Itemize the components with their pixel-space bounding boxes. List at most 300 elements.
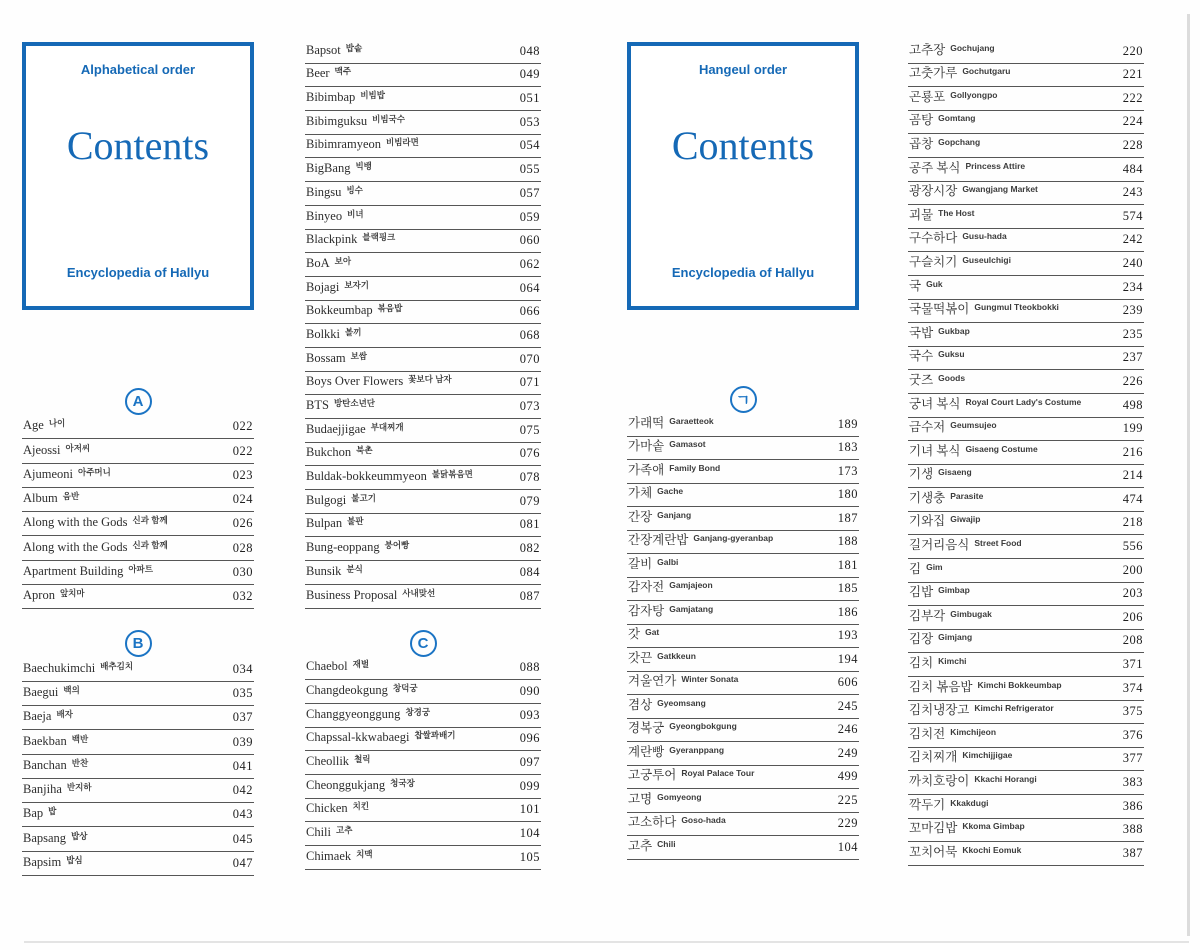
page-number: 216 [1122,444,1143,459]
page-number: 032 [232,589,253,604]
entry-title: Baechukimchi 배추김치 [23,660,134,675]
page-number: 218 [1122,515,1143,530]
page-number: 081 [519,517,540,532]
entry-title: Buldak-bokkeummyeon 불닭볶음면 [306,469,473,484]
toc-row [22,803,254,827]
entry-subtitle: 아파트 [128,564,153,575]
entry-subtitle: Winter Sonata [681,674,739,684]
entry-subtitle: Gatkkeun [657,650,696,661]
entry-title: BoA 보아 [306,255,352,270]
entry-title: 기와집 Giwajip [909,514,981,529]
toc-row [627,437,859,461]
page-number: 062 [519,256,540,271]
page-number: 090 [519,683,540,698]
toc-row [305,657,541,681]
toc-row [908,370,1144,394]
entry-subtitle: 고추 [336,825,353,835]
toc-row [627,601,859,625]
entry-subtitle: Chili [657,838,676,849]
toc-row [22,730,254,754]
toc-row [627,413,859,437]
entry-title: 국물떡볶이 Gungmul Tteokbokki [909,302,1059,317]
page-number: 556 [1122,539,1143,554]
entry-subtitle: Street Food [974,538,1022,549]
entry-title: Apartment Building 아파트 [23,564,153,579]
page-number: 234 [1122,279,1143,294]
entry-title: Bukchon 북촌 [306,445,373,460]
page-number: 024 [232,492,253,507]
entry-title: Banchan 반찬 [23,757,89,772]
entry-title: Baekban 백반 [23,733,89,748]
entry-subtitle: 밥솥 [345,42,363,53]
entry-subtitle: 사내맞선 [402,587,436,598]
toc-row [305,490,541,514]
page-number: 022 [232,419,253,434]
toc-row [305,822,541,846]
toc-row [305,704,541,728]
entry-subtitle: 재벌 [352,659,370,670]
entry-title: 김치냉장고 Kimchi Refrigerator [909,703,1054,718]
entry-subtitle: Gollyongpo [950,89,998,100]
page-number: 237 [1122,350,1143,365]
page-number: 383 [1122,775,1143,789]
toc-list-b-continued [305,40,541,609]
entry-title: Banjiha 반지하 [23,782,92,797]
page-number: 203 [1122,586,1143,601]
toc-row [908,795,1144,819]
page-number: 242 [1122,232,1143,247]
page-number: 104 [519,826,540,840]
toc-row [305,728,541,752]
entry-title: 곰탕 Gomtang [909,113,976,128]
toc-row [22,512,254,536]
toc-row [305,395,541,419]
entry-subtitle: 비빔라면 [386,137,419,148]
toc-row [908,771,1144,795]
toc-row [305,680,541,704]
toc-row [305,585,541,609]
page-number: 042 [232,783,253,798]
entry-title: 곱창 Gopchang [909,136,981,151]
entry-subtitle: 붕어빵 [384,540,410,551]
entry-title: Ajeossi 아저씨 [23,442,91,457]
page-number: 079 [519,493,540,508]
contents-box-hangeul [627,42,859,310]
entry-subtitle: Garaetteok [669,415,714,426]
entry-subtitle: Geumsujeo [950,420,997,431]
page-number: 087 [519,588,540,603]
toc-list-giyeok-continued [908,40,1144,866]
entry-subtitle: 방탄소년단 [333,398,375,408]
page-number: 208 [1122,633,1143,648]
toc-row [305,443,541,467]
page-number: 187 [837,510,858,525]
toc-row [305,372,541,396]
entry-subtitle: 분식 [346,563,363,574]
entry-subtitle: Gyeomsang [657,697,706,708]
entry-subtitle: Gomtang [938,113,976,124]
entry-subtitle: Princess Attire [965,160,1026,171]
entry-subtitle: Kkakdugi [950,797,989,808]
page-number: 188 [837,534,858,548]
page-number: 200 [1122,562,1143,577]
entry-title: 가마솥 Gamasot [628,439,706,453]
page-number: 243 [1122,185,1143,200]
entry-subtitle: Gyeranppang [669,744,725,755]
page-number: 066 [519,304,540,319]
page-number: 099 [519,778,540,793]
entry-title: 고궁투어 Royal Palace Tour [628,768,755,782]
toc-row [908,488,1144,512]
entry-title: 국수 Guksu [909,349,965,364]
entry-subtitle: Gimbap [938,585,970,596]
page-number: 049 [519,67,540,82]
page-number: 193 [837,628,858,642]
entry-subtitle: 밥상 [71,830,88,841]
page-number: 183 [837,440,858,454]
contents-title: Contents [671,123,815,168]
toc-row [908,630,1144,654]
entry-title: 기생충 Parasite [909,490,984,505]
page-number: 498 [1122,397,1143,412]
toc-row [627,531,859,555]
page-number: 039 [232,734,253,749]
entry-subtitle: 창덕궁 [392,682,418,693]
entry-subtitle: 아저씨 [65,442,91,453]
toc-row [908,394,1144,418]
page-number: 068 [519,327,540,342]
toc-row [908,276,1144,300]
page-number: 104 [837,839,858,854]
entry-title: 김부각 Gimbugak [909,608,992,623]
contents-title: Contents [66,123,210,168]
toc-row [22,657,254,681]
page-number: 055 [519,162,540,177]
entry-subtitle: Kkachi Horangi [974,774,1037,784]
entry-title: BigBang 빅뱅 [306,161,372,176]
page-number: 185 [837,581,858,595]
entry-subtitle: Royal Court Lady's Costume [965,396,1082,407]
toc-row [305,466,541,490]
toc-row [908,158,1144,182]
entry-subtitle: 나이 [48,418,66,429]
toc-row [22,536,254,560]
column-hangeul-2 [908,0,1144,866]
entry-title: Bibimramyeon 비빔라면 [306,137,419,152]
entry-subtitle: Gomyeong [657,791,702,802]
entry-title: Binyeo 비녀 [306,208,364,223]
toc-row [305,206,541,230]
entry-title: 기생 Gisaeng [909,467,972,482]
entry-subtitle: Gochutgaru [962,66,1011,77]
toc-row [908,465,1144,489]
entry-title: Chili 고추 [306,825,353,839]
entry-subtitle: Goods [938,372,966,383]
entry-subtitle: 보자기 [344,279,369,290]
page-number: 484 [1122,161,1143,176]
toc-row [908,724,1144,748]
entry-subtitle: 찹쌀꽈배기 [414,730,456,741]
toc-row [627,507,859,531]
entry-title: Business Proposal 사내맞선 [306,587,436,602]
toc-row [305,514,541,538]
order-label: Alphabetical order [80,62,196,77]
entry-subtitle: 치킨 [352,801,370,812]
entry-title: 까치호랑이 Kkachi Horangi [909,774,1037,788]
toc-row [305,111,541,135]
page-number: 028 [232,540,253,555]
entry-subtitle: Kimchijeon [950,726,997,737]
page-number: 030 [232,565,253,580]
toc-row [22,464,254,488]
page-number: 101 [519,802,540,817]
toc-row [908,842,1144,866]
entry-title: 굿즈 Goods [909,372,966,387]
page-number: 387 [1122,845,1143,860]
page-number: 035 [232,685,253,700]
page-number: 105 [519,849,540,864]
page-number: 059 [519,209,540,224]
entry-title: Cheonggukjang 청국장 [306,777,415,792]
section-marker-giyeok: ㄱ [730,386,757,413]
toc-row [908,819,1144,843]
entry-subtitle: Gyeongbokgung [669,721,737,731]
entry-subtitle: Ganjang [657,509,692,520]
entry-title: 김치전 Kimchijeon [909,726,997,741]
toc-row [22,585,254,609]
entry-subtitle: 신과 함께 [132,539,168,550]
toc-row [22,852,254,876]
toc-row [305,277,541,301]
entry-subtitle: 볶음밥 [377,303,403,314]
entry-title: 김밥 Gimbap [909,585,970,600]
page-number: 374 [1122,680,1143,695]
entry-subtitle: 비빔국수 [372,113,405,124]
page-number: 180 [837,487,858,501]
page-number: 371 [1122,657,1143,672]
page-number: 045 [232,831,253,846]
entry-title: Changgyeonggung 창경궁 [306,706,431,721]
column-alpha-2 [305,0,541,870]
entry-subtitle: 꽃보다 남자 [408,374,452,385]
entry-title: 광장시장 Gwangjang Market [909,184,1038,199]
page-number: 239 [1122,303,1143,318]
entry-subtitle: 비빔밥 [360,90,385,101]
entry-subtitle: 맥주 [334,66,352,77]
entry-subtitle: Parasite [950,490,984,501]
toc-row [908,40,1144,64]
toc-row [908,701,1144,725]
entry-title: Chimaek 치맥 [306,848,373,863]
entry-subtitle: Giwajip [950,514,981,525]
entry-subtitle: Gisaeng Costume [965,443,1038,454]
page-number: 075 [519,422,540,437]
entry-title: 김치찌개 Kimchijjigae [909,750,1013,765]
entry-subtitle: 부대찌개 [370,421,404,432]
page-number: 377 [1122,751,1143,766]
toc-row [908,583,1144,607]
page-number: 181 [837,557,858,572]
page-number: 222 [1122,90,1143,105]
page-number: 228 [1122,137,1143,152]
entry-title: Bojagi 보자기 [306,279,369,294]
entry-title: 곤룡포 Gollyongpo [909,89,998,104]
entry-title: Chaebol 재벌 [306,659,370,674]
entry-subtitle: 불판 [347,516,364,527]
toc-row [908,64,1144,88]
toc-row [305,301,541,325]
entry-title: 가체 Gache [628,486,684,500]
entry-subtitle: 창경궁 [405,706,431,717]
entry-subtitle: Goso-hada [681,815,726,825]
page-number: 574 [1122,208,1143,223]
page-number: 047 [232,856,253,871]
page-number: 199 [1122,421,1143,436]
entry-subtitle: Guk [926,278,943,289]
entry-subtitle: Gamjajeon [669,580,713,590]
toc-row [305,87,541,111]
entry-subtitle: 볼끼 [345,326,362,337]
entry-title: 구슬치기 Guseulchigi [909,254,1011,269]
page-number: 235 [1122,326,1143,341]
page-number: 606 [837,675,858,689]
entry-subtitle: Gimjang [938,632,973,643]
entry-title: 구수하다 Gusu-hada [909,231,1007,246]
entry-subtitle: Gopchang [938,136,981,147]
toc-row [908,323,1144,347]
toc-row [22,706,254,730]
entry-title: Bulgogi 불고기 [306,492,376,507]
entry-title: 고추장 Gochujang [909,42,995,57]
entry-title: 길거리음식 Street Food [909,538,1022,553]
page-number: 376 [1122,727,1143,742]
entry-subtitle: Royal Palace Tour [681,768,755,778]
toc-row [627,648,859,672]
entry-title: Budaejjigae 부대찌개 [306,421,404,436]
entry-subtitle: Gache [657,486,684,496]
entry-subtitle: 신과 함께 [132,515,168,526]
entry-title: 고명 Gomyeong [628,791,702,806]
entry-title: 꼬마김밥 Kkoma Gimbap [909,821,1025,836]
entry-subtitle: 빅뱅 [355,161,372,172]
page-number: 084 [519,564,540,579]
toc-row [627,836,859,860]
page-number: 249 [837,745,858,760]
toc-row [305,324,541,348]
entry-title: BTS 방탄소년단 [306,398,375,412]
page-number: 189 [837,416,858,431]
toc-row [22,755,254,779]
page-number: 054 [519,138,540,153]
toc-row [305,799,541,823]
page-number: 082 [519,541,540,556]
page-number: 051 [519,91,540,106]
entry-subtitle: 철릭 [354,753,371,764]
section-marker-b: B [125,630,152,657]
entry-title: Bingsu 빙수 [306,184,363,199]
entry-title: Album 음반 [23,491,80,506]
page-number: 096 [519,731,540,746]
entry-title: Chicken 치킨 [306,801,370,816]
entry-subtitle: Gochujang [950,42,995,53]
entry-subtitle: Gimbugak [950,608,992,619]
toc-list-b [22,657,254,876]
toc-row [908,748,1144,772]
entry-title: 김 Gim [909,561,943,576]
page-number: 073 [519,399,540,413]
toc-row [627,578,859,602]
page-number: 076 [519,446,540,461]
page-number: 245 [837,698,858,713]
page-number: 375 [1122,704,1143,719]
page-number: 053 [519,114,540,129]
toc-row [908,512,1144,536]
toc-row [22,415,254,439]
page-number: 043 [232,807,253,822]
entry-title: 김치 볶음밥 Kimchi Bokkeumbap [909,679,1062,694]
entry-title: Age 나이 [23,418,66,433]
page-number: 194 [837,651,858,666]
entry-title: 궁녀 복식 Royal Court Lady's Costume [909,396,1082,411]
toc-row [627,695,859,719]
series-subtitle: Encyclopedia of Hallyu [66,265,210,280]
entry-title: Chapssal-kkwabaegi 찹쌀꽈배기 [306,730,456,745]
contents-box-alphabetical [22,42,254,310]
entry-title: 김치 Kimchi [909,656,967,671]
page-number: 041 [232,758,253,773]
toc-row [627,789,859,813]
entry-subtitle: Gungmul Tteokbokki [974,302,1059,313]
toc-row [627,742,859,766]
page-number: 097 [519,754,540,769]
toc-row [627,460,859,484]
entry-title: 공주 복식 Princess Attire [909,160,1026,175]
entry-title: 감자탕 Gamjatang [628,603,714,618]
entry-subtitle: 백반 [71,733,89,744]
entry-title: 고소하다 Goso-hada [628,815,726,829]
page-number: 057 [519,185,540,200]
page-number: 023 [232,467,253,482]
entry-subtitle: Gamasot [669,439,706,449]
entry-title: 갓끈 Gatkkeun [628,650,696,665]
toc-row [305,419,541,443]
toc-row [305,775,541,799]
entry-subtitle: 청국장 [390,777,415,788]
entry-subtitle: 보쌈 [350,350,368,361]
toc-row [627,484,859,508]
toc-row [305,230,541,254]
toc-row [305,135,541,159]
entry-title: Bapsim 밥심 [23,855,83,870]
entry-title: 고춧가루 Gochutgaru [909,66,1011,81]
entry-title: Bibimbap 비빔밥 [306,90,385,105]
entry-subtitle: 북촌 [356,445,373,456]
toc-row [22,682,254,706]
entry-title: 가족애 Family Bond [628,462,721,477]
entry-subtitle: 음반 [62,491,80,502]
entry-subtitle: 앞치마 [59,588,85,599]
entry-subtitle: 배추김치 [100,660,134,671]
toc-row [908,182,1144,206]
entry-title: Bolkki 볼끼 [306,326,362,341]
entry-title: 간장계란밥 Ganjang-gyeranbap [628,533,774,547]
entry-title: Bapsot 밥솥 [306,42,363,57]
order-label: Hangeul order [698,62,788,77]
page-number: 093 [519,707,540,722]
entry-subtitle: 치맥 [356,848,373,859]
toc-row [305,40,541,64]
page-number: 229 [837,816,858,830]
